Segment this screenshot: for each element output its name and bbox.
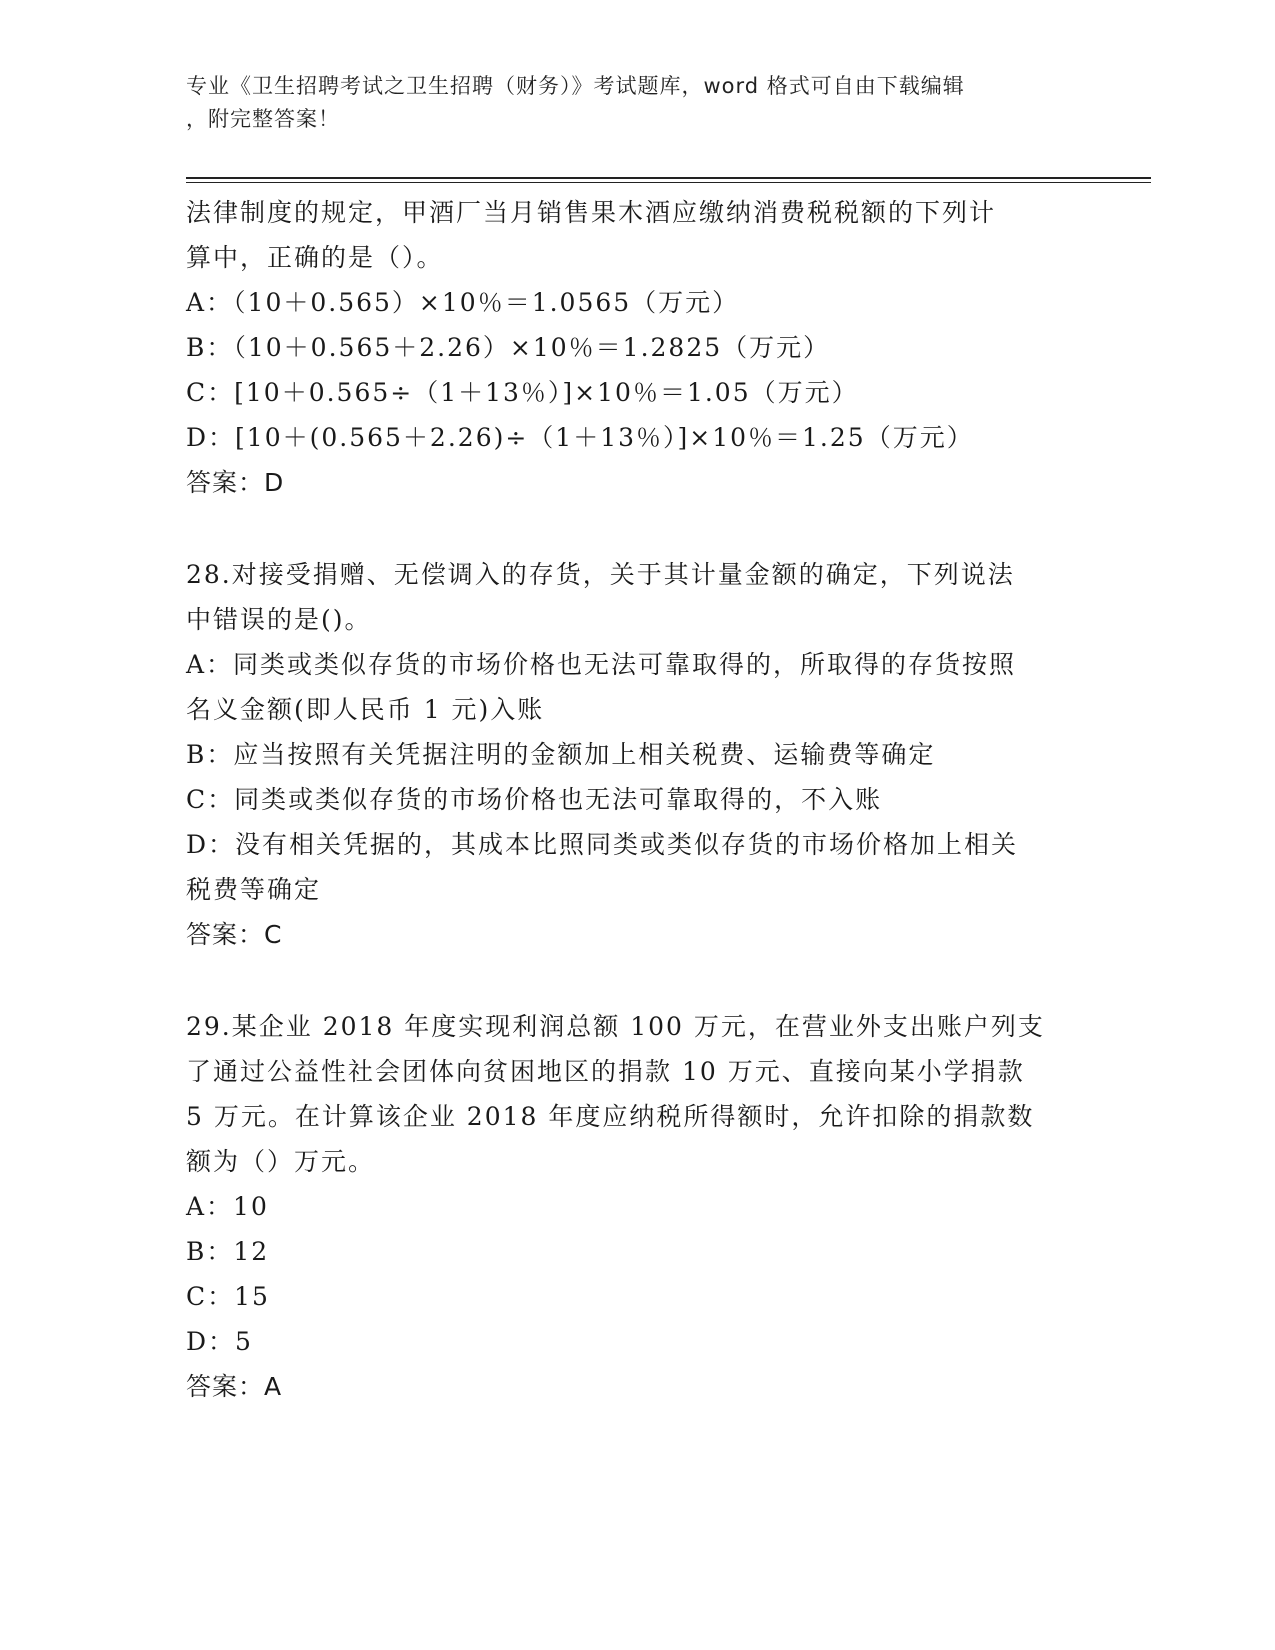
question-28 [186,552,1076,957]
option-d: D：5 [186,1327,253,1356]
question-29 [186,1004,1076,1409]
question-stem-line: 法律制度的规定，甲酒厂当月销售果木酒应缴纳消费税税额的下列计 [186,198,997,227]
question-stem-line: 中错误的是()。 [186,605,372,634]
header-divider-thick [186,177,1151,179]
answer-text: 答案：A [186,1372,283,1401]
answer-text: 答案：D [186,468,285,497]
header-title-line-2: ，附完整答案！ [186,107,340,131]
option-a: A：10 [186,1192,269,1221]
option-a-continued: 名义金额(即人民币 1 元)入账 [186,695,545,724]
option-c: C：15 [186,1282,270,1311]
question-content [186,190,1076,1409]
header-divider-thin [186,182,1151,183]
option-d-continued: 税费等确定 [186,875,322,904]
option-a: A：同类或类似存货的市场价格也无法可靠取得的，所取得的存货按照 [186,650,1017,679]
page-header [186,70,1066,136]
option-c: C：[10＋0.565÷（1＋13％）]×10％＝1.05（万元） [186,378,859,407]
option-b: B：应当按照有关凭据注明的金额加上相关税费、运输费等确定 [186,740,936,769]
option-b: B：12 [186,1237,270,1266]
question-stem-line: 28.对接受捐赠、无偿调入的存货，关于其计量金额的确定，下列说法 [186,560,1015,589]
option-d: D：[10＋(0.565＋2.26)÷（1＋13％）]×10％＝1.25（万元） [186,423,974,452]
question-stem-line: 额为（）万元。 [186,1147,376,1176]
answer-text: 答案：C [186,920,283,949]
option-d: D：没有相关凭据的，其成本比照同类或类似存货的市场价格加上相关 [186,830,1019,859]
question-stem-line: 算中，正确的是（）。 [186,243,444,272]
option-b: B：（10＋0.565＋2.26）×10％＝1.2825（万元） [186,333,831,362]
question-stem-line: 了通过公益性社会团体向贫困地区的捐款 10 万元、直接向某小学捐款 [186,1057,1025,1086]
question-stem-line: 5 万元。在计算该企业 2018 年度应纳税所得额时，允许扣除的捐款数 [186,1102,1035,1131]
option-a: A：（10＋0.565）×10％＝1.0565（万元） [186,288,740,317]
option-c: C：同类或类似存货的市场价格也无法可靠取得的，不入账 [186,785,883,814]
header-title-line-1: 专业《卫生招聘考试之卫生招聘（财务）》考试题库，word 格式可自由下载编辑 [186,74,965,98]
question-stem-line: 29.某企业 2018 年度实现利润总额 100 万元，在营业外支出账户列支 [186,1012,1045,1041]
continued-question [186,190,1076,505]
